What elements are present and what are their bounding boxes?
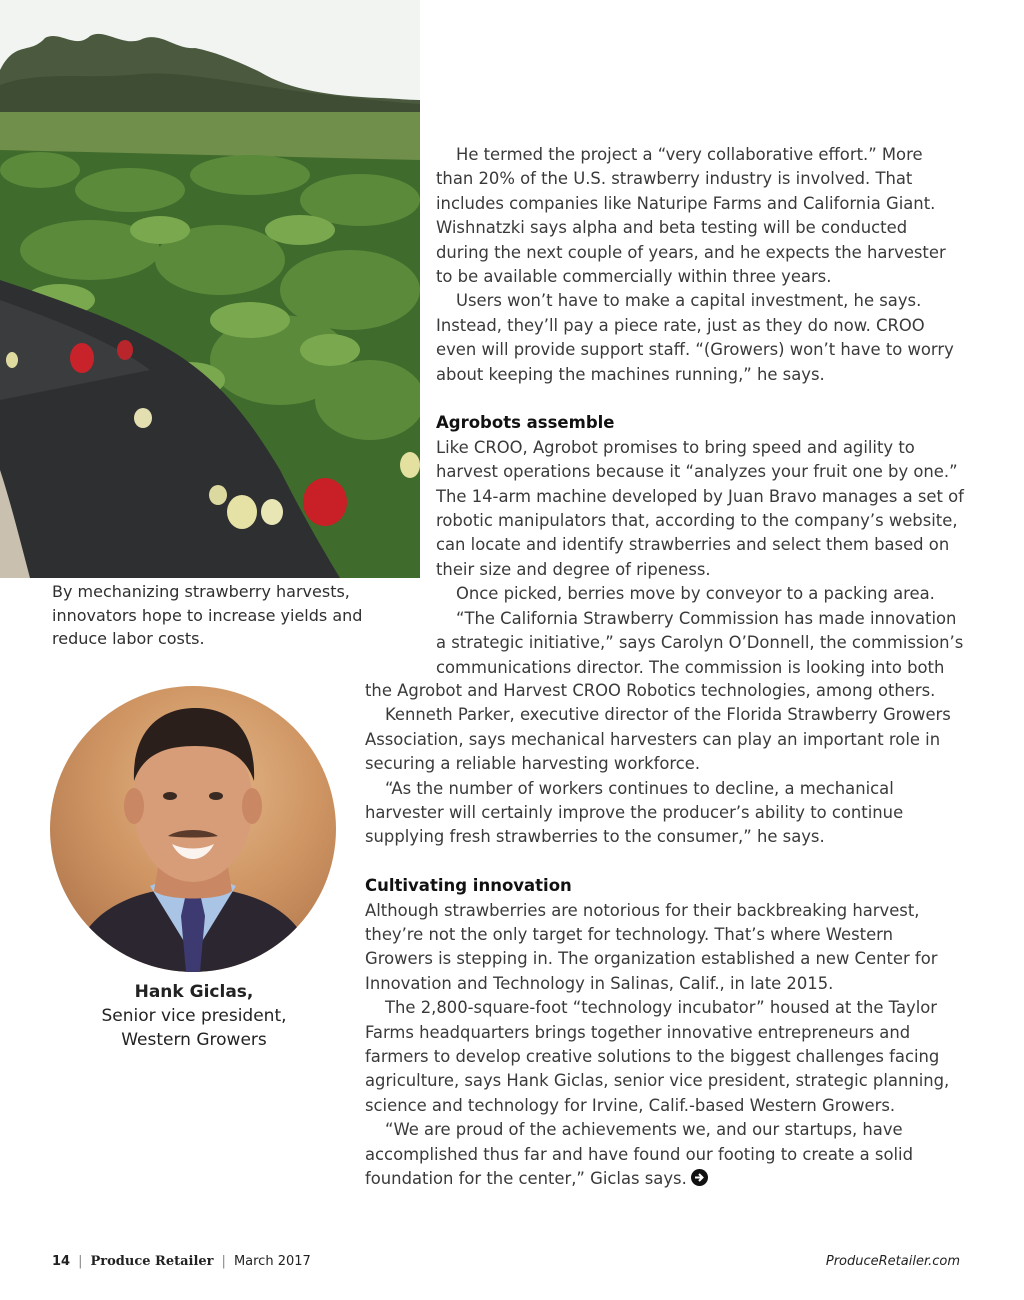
hank-giclas-portrait [50,686,336,972]
article-paragraph: the Agrobot and Harvest CROO Robotics technologies, among others. [365,681,936,700]
footer-separator: | [78,1254,83,1269]
issue-date: March 2017 [233,1254,311,1269]
article-paragraph: “The California Strawberry Commission has made innovation a strategic initiative,” says Carolyn O’Donnell, the commission’s communications director. The commission is looking into both [436,608,964,677]
article-paragraph: “As the number of workers continues to decline, a mechanical harvester will certainly improve the producer’s ability to continue supplying fresh strawberries to the consumer,” he says. [365,778,904,847]
arrow-right-circle-icon [691,1169,708,1186]
article-paragraph: Kenneth Parker, executive director of the Florida Strawberry Growers Association, says mechanical harvesters can play an important role in securing a reliable harvesting workforce. [365,705,951,774]
strawberry-field-photo [0,0,420,578]
footer-separator: | [221,1254,226,1269]
person-title: Senior vice president, [101,1006,287,1026]
website-link[interactable]: ProduceRetailer.com [825,1254,960,1269]
page-number: 14 [52,1254,71,1269]
section-heading: Agrobots assemble [436,413,615,433]
article-last-paragraph [365,1118,965,1191]
portrait-caption [52,980,336,1052]
person-organization: Western Growers [121,1030,267,1050]
article-column-narrow [436,143,964,680]
article-paragraph: “We are proud of the achievements we, and our startups, have accomplished thus far and have found our footing to create a solid foundation for the center,” Giclas says. [365,1120,913,1189]
article-paragraph: He termed the project a “very collaborative effort.” More than 20% of the U.S. strawberry industry is involved. That includes companies like Naturipe Farms and California Giant. Wishnatzki says alpha and beta testing will be conducted during the next couple of years, and he expects the harvester to be available commercially within three years. [436,145,946,287]
article-paragraph: Although strawberries are notorious for their backbreaking harvest, they’re not the only target for technology. That’s where Western Growers is stepping in. The organization established a new Center for Innovation and Technology in Salinas, Calif., in late 2015. [365,900,938,993]
article-paragraph: The 2,800-square-foot “technology incubator” housed at the Taylor Farms headquarters brings together innovative entrepreneurs and farmers to develop creative solutions to the biggest challenges facing agriculture, says Hank Giclas, senior vice president, strategic planning, science and technology for Irvine, Calif.-based Western Growers. [365,998,950,1115]
section-heading: Cultivating innovation [365,876,572,896]
article-paragraph: Users won’t have to make a capital investment, he says. Instead, they’ll pay a piece rate, just as they do now. CROO even will provide support staff. “(Growers) won’t have to worry about keeping the machines running,” he says. [436,291,954,384]
article-paragraph: Once picked, berries move by conveyor to a packing area. [456,584,935,604]
photo-caption: By mechanizing strawberry harvests, innovators hope to increase yields and reduce labor costs. [52,582,363,648]
article-column-wide [365,679,965,1192]
person-name: Hank Giclas, [134,982,254,1002]
magazine-name: Produce Retailer [90,1254,214,1269]
article-paragraph: Like CROO, Agrobot promises to bring speed and agility to harvest operations because it “analyzes your fruit one by one.” The 14-arm machine developed by Juan Bravo manages a set of robotic manipulators that, according to the company’s website, can locate and identify strawberries and select them based on their size and degree of ripeness. [436,437,964,579]
